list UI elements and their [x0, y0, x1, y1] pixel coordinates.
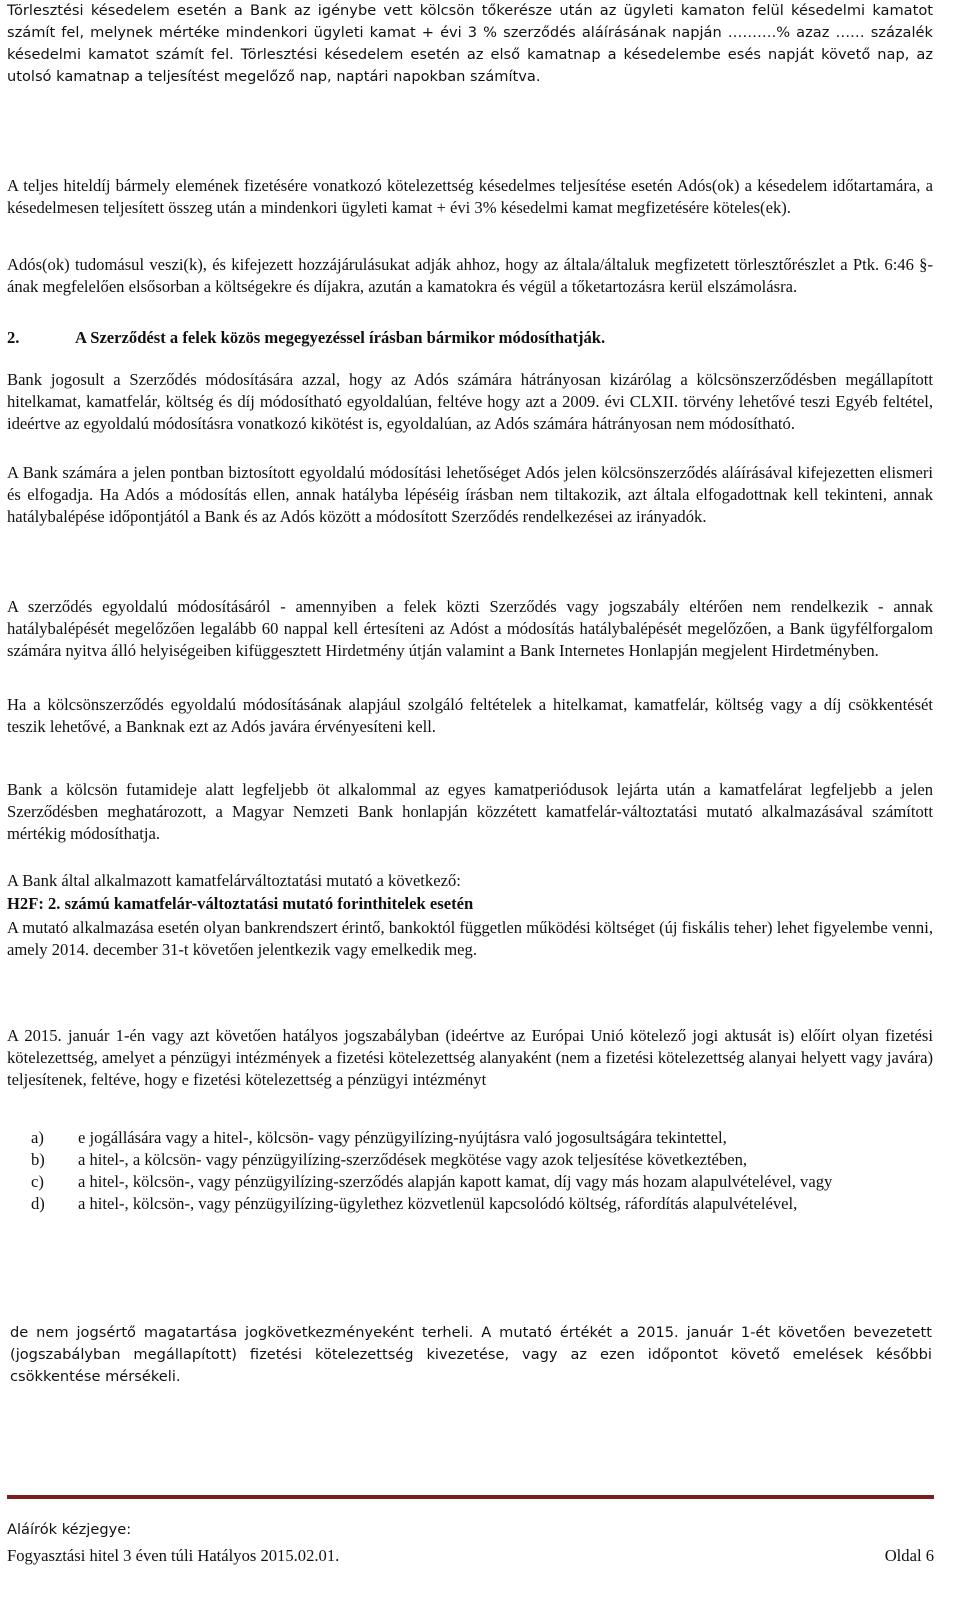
list-item-text: e jogállására vagy a hitel-, kölcsön- vagy pénzügyilízing-nyújtásra való jogosultságára tekintettel,: [78, 1128, 727, 1147]
list-item: [7, 1149, 933, 1171]
cost-reduction-paragraph: Ha a kölcsönszerződés egyoldalú módosításának alapjául szolgáló feltételek a hitelkamat, kamatfelár, költség vagy a díj csökkentését teszik lehetővé, a Banknak ezt az Adós javára érvényesíteni kell.: [7, 695, 933, 736]
list-item: [7, 1171, 933, 1193]
total-credit-cost-delay-paragraph: A teljes hiteldíj bármely elemének fizetésére vonatkozó kötelezettség késedelmes teljesítése esetén Adós(ok) a késedelem időtartamára, a késedelmesen teljesített összeg után a mindenkori ügyleti kamat + évi 3% késedelmi kamat megfizetésére köteles(ek).: [7, 176, 933, 217]
section-title: A Szerződést a felek közös megegyezéssel írásban bármikor módosíthatják.: [75, 328, 606, 347]
list-item: [7, 1193, 933, 1215]
list-item-text: a hitel-, kölcsön-, vagy pénzügyilízing-szerződés alapján kapott kamat, díj vagy más hozam alapulvételével, vagy: [78, 1172, 833, 1191]
late-payment-interest-paragraph: Törlesztési késedelem esetén a Bank az igénybe vett kölcsön tőkerésze után az ügyleti kamaton felül késedelmi kamatot számít fel, melynek mértéke mindenkori ügyleti kamat + évi 3 % szerződés aláírásának napján ……….% azaz …… százalék késedelmi kamatot számít fel. Törlesztési késedelem esetén az első kamatnap a késedelembe esés napját követő nap, az utolsó kamatnap a teljesítést megelőző nap, naptári napokban számítva.: [7, 2, 933, 85]
page-number: Oldal 6: [884, 1546, 934, 1565]
regulation-obligation-paragraph: A 2015. január 1-én vagy azt követően hatályos jogszabályban (ideértve az Európai Unió kötelező jogi aktusát is) előírt olyan fizetési kötelezettség, amelyet a pénzügyi intézmények a fizetési kötelezettség alanyaként (nem a fizetési kötelezettség alanyai helyett vagy javára) teljesítenek, feltéve, hogy e fizetési kötelezettség a pénzügyi intézményt: [7, 1026, 933, 1089]
indicator-description-paragraph: A mutató alkalmazása esetén olyan bankrendszert érintő, bankoktól független működési költséget (új fiskális teher) lehet figyelembe venni, amely 2014. december 31-t követően jelentkezik vagy emelkedik meg.: [7, 918, 933, 959]
signature-label: Aláírók kézjegye:: [7, 1521, 132, 1538]
indicator-heading: H2F: 2. számú kamatfelár-változtatási mutató forinthitelek esetén: [7, 894, 474, 913]
list-marker: c): [31, 1172, 44, 1191]
footer-divider: [7, 1495, 934, 1499]
document-name: Fogyasztási hitel 3 éven túli Hatályos 2015.02.01.: [7, 1546, 340, 1565]
indicator-intro-paragraph: A Bank által alkalmazott kamatfelárváltoztatási mutató a következő:: [7, 871, 461, 890]
margin-change-paragraph: Bank a kölcsön futamideje alatt legfeljebb öt alkalommal az egyes kamatperiódusok lejárta után a kamatfelárat legfeljebb a jelen Szerződésben meghatározott, a Magyar Nemzeti Bank honlapján közzétett kamatfelár-változtatási mutató alkalmazásával számított mértékig módosíthatja.: [7, 780, 933, 843]
section-heading: [7, 327, 605, 349]
list-item: [7, 1127, 933, 1149]
list-item-text: a hitel-, a kölcsön- vagy pénzügyilízing-szerződések megkötése vagy azok teljesítése következtében,: [78, 1150, 748, 1169]
payment-allocation-paragraph: Adós(ok) tudomásul veszi(k), és kifejezett hozzájárulásukat adják ahhoz, hogy az általa/általuk megfizetett törlesztőrészlet a Ptk. 6:46 §-ának megfelelően elsősorban a költségekre és díjakra, azután a kamatokra és végül a tőketartozásra kerül elszámolásra.: [7, 255, 933, 296]
list-marker: a): [31, 1128, 44, 1147]
list-marker: b): [31, 1150, 45, 1169]
section-number: 2.: [7, 328, 20, 347]
debtor-acceptance-paragraph: A Bank számára a jelen pontban biztosított egyoldalú módosítási lehetőséget Adós jelen kölcsönszerződés aláírásával kifejezetten elismeri és elfogadja. Ha Adós a módosítás ellen, annak hatályba lépéséig írásban nem tiltakozik, azt általa elfogadottnak kell tekinteni, annak hatálybalépése időpontjától a Bank és az Adós között a módosított Szerződés rendelkezései az irányadók.: [7, 463, 933, 526]
list-marker: d): [31, 1194, 45, 1213]
obligation-list: [7, 1127, 933, 1215]
list-item-text: a hitel-, kölcsön-, vagy pénzügyilízing-ügylethez közvetlenül kapcsolódó költség, ráfordítás alapulvételével,: [78, 1194, 798, 1213]
illegal-conduct-paragraph: de nem jogsértő magatartása jogkövetkezményeként terheli. A mutató értékét a 2015. január 1-ét követően bevezetett (jogszabályban megállapított) fizetési kötelezettség kivezetése, vagy az ezen időpontot követő emelések későbbi csökkentése mérsékeli.: [10, 1324, 932, 1385]
page-footer: [7, 1545, 934, 1567]
bank-modification-right-paragraph: Bank jogosult a Szerződés módosítására azzal, hogy az Adós számára hátrányosan kizárólag a kölcsönszerződésben megállapított hitelkamat, kamatfelár, költség és díj módosítható egyoldalúan, feltéve hogy azt a 2009. évi CLXII. törvény lehetővé teszi Egyéb feltétel, ideértve az egyoldalú módosításra vonatkozó kikötést is, egyoldalúan, az Adós számára hátrányosan nem módosítható.: [7, 370, 933, 433]
notification-paragraph: A szerződés egyoldalú módosításáról - amennyiben a felek közti Szerződés vagy jogszabály eltérően nem rendelkezik - annak hatálybalépését megelőzően legalább 60 nappal kell értesíteni az Adóst a módosítás hatálybalépését megelőzően, a Bank ügyfélforgalom számára nyitva álló helyiségeiben kifüggesztett Hirdetmény útján valamint a Bank Internetes Honlapján megjelent Hirdetményben.: [7, 597, 933, 660]
